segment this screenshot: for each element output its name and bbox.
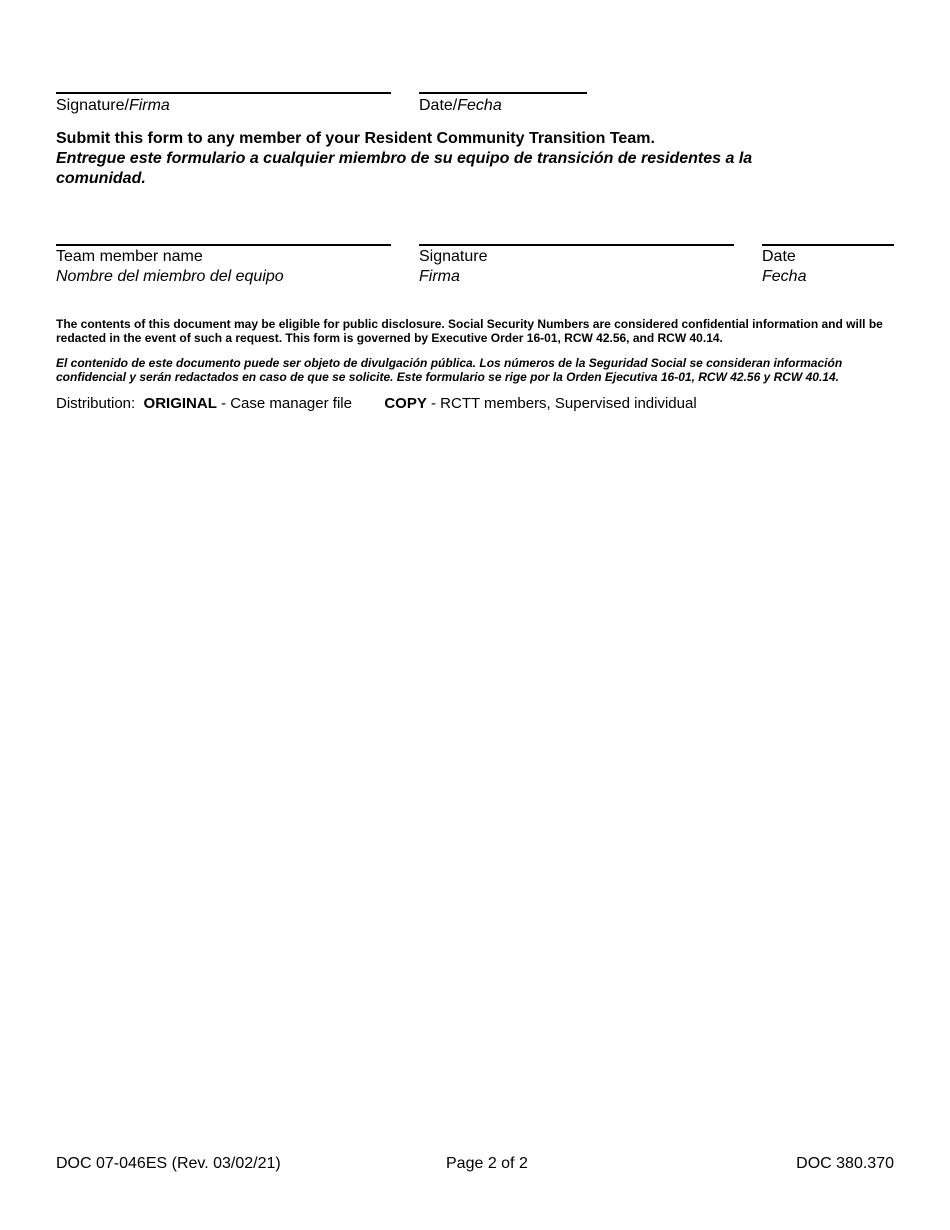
team-date-label (762, 247, 806, 287)
distribution-label: Distribution: (56, 395, 136, 412)
team-date-en: Date (762, 248, 796, 265)
date-label-en: Date/ (419, 97, 458, 114)
footer-policy-number: DOC 380.370 (796, 1155, 894, 1172)
team-member-name-label (56, 247, 284, 287)
date-label (419, 96, 502, 116)
signature-line[interactable] (56, 92, 391, 94)
team-member-name-en: Team member name (56, 248, 203, 265)
team-signature-line[interactable] (419, 244, 734, 246)
team-member-name-line[interactable] (56, 244, 391, 246)
footer-form-number: DOC 07-046ES (Rev. 03/02/21) (56, 1155, 281, 1172)
submit-instructions-en: Submit this form to any member of your Resident Community Transition Team. (56, 130, 655, 147)
signature-label-es: Firma (128, 97, 170, 114)
distribution-original-text: - Case manager file (221, 395, 352, 412)
team-signature-label (419, 247, 488, 287)
distribution (56, 394, 697, 414)
team-signature-es: Firma (419, 268, 460, 285)
footer-page-number: Page 2 of 2 (446, 1155, 528, 1172)
submit-instructions-es: Entregue este formulario a cualquier miembro de su equipo de transición de residentes a la comunidad. (56, 150, 753, 187)
team-date-line[interactable] (762, 244, 894, 246)
disclosure-es: El contenido de este documento puede ser objeto de divulgación pública. Los números de la Seguridad Social se consideran información confidencial y serán redactados en caso de que se solicite. Este formulario se rige por la Orden Ejecutiva 16-01, RCW 42.56 y RCW 40.14. (56, 356, 843, 384)
distribution-original-label: ORIGINAL (143, 395, 217, 412)
date-label-es: Fecha (457, 97, 502, 114)
date-line[interactable] (419, 92, 587, 94)
signature-label-en: Signature/ (56, 97, 129, 114)
signature-label (56, 96, 170, 116)
submit-instructions (56, 129, 836, 189)
disclosure-en: The contents of this document may be eligible for public disclosure. Social Security Numbers are considered confidential information and will be redacted in the event of such a request. This form is governed by Executive Order 16-01, RCW 42.56, and RCW 40.14. (56, 317, 883, 345)
team-signature-en: Signature (419, 248, 488, 265)
distribution-copy-label: COPY (384, 395, 427, 412)
team-date-es: Fecha (762, 268, 807, 285)
distribution-copy-text: - RCTT members, Supervised individual (431, 395, 697, 412)
team-member-name-es: Nombre del miembro del equipo (56, 268, 284, 285)
